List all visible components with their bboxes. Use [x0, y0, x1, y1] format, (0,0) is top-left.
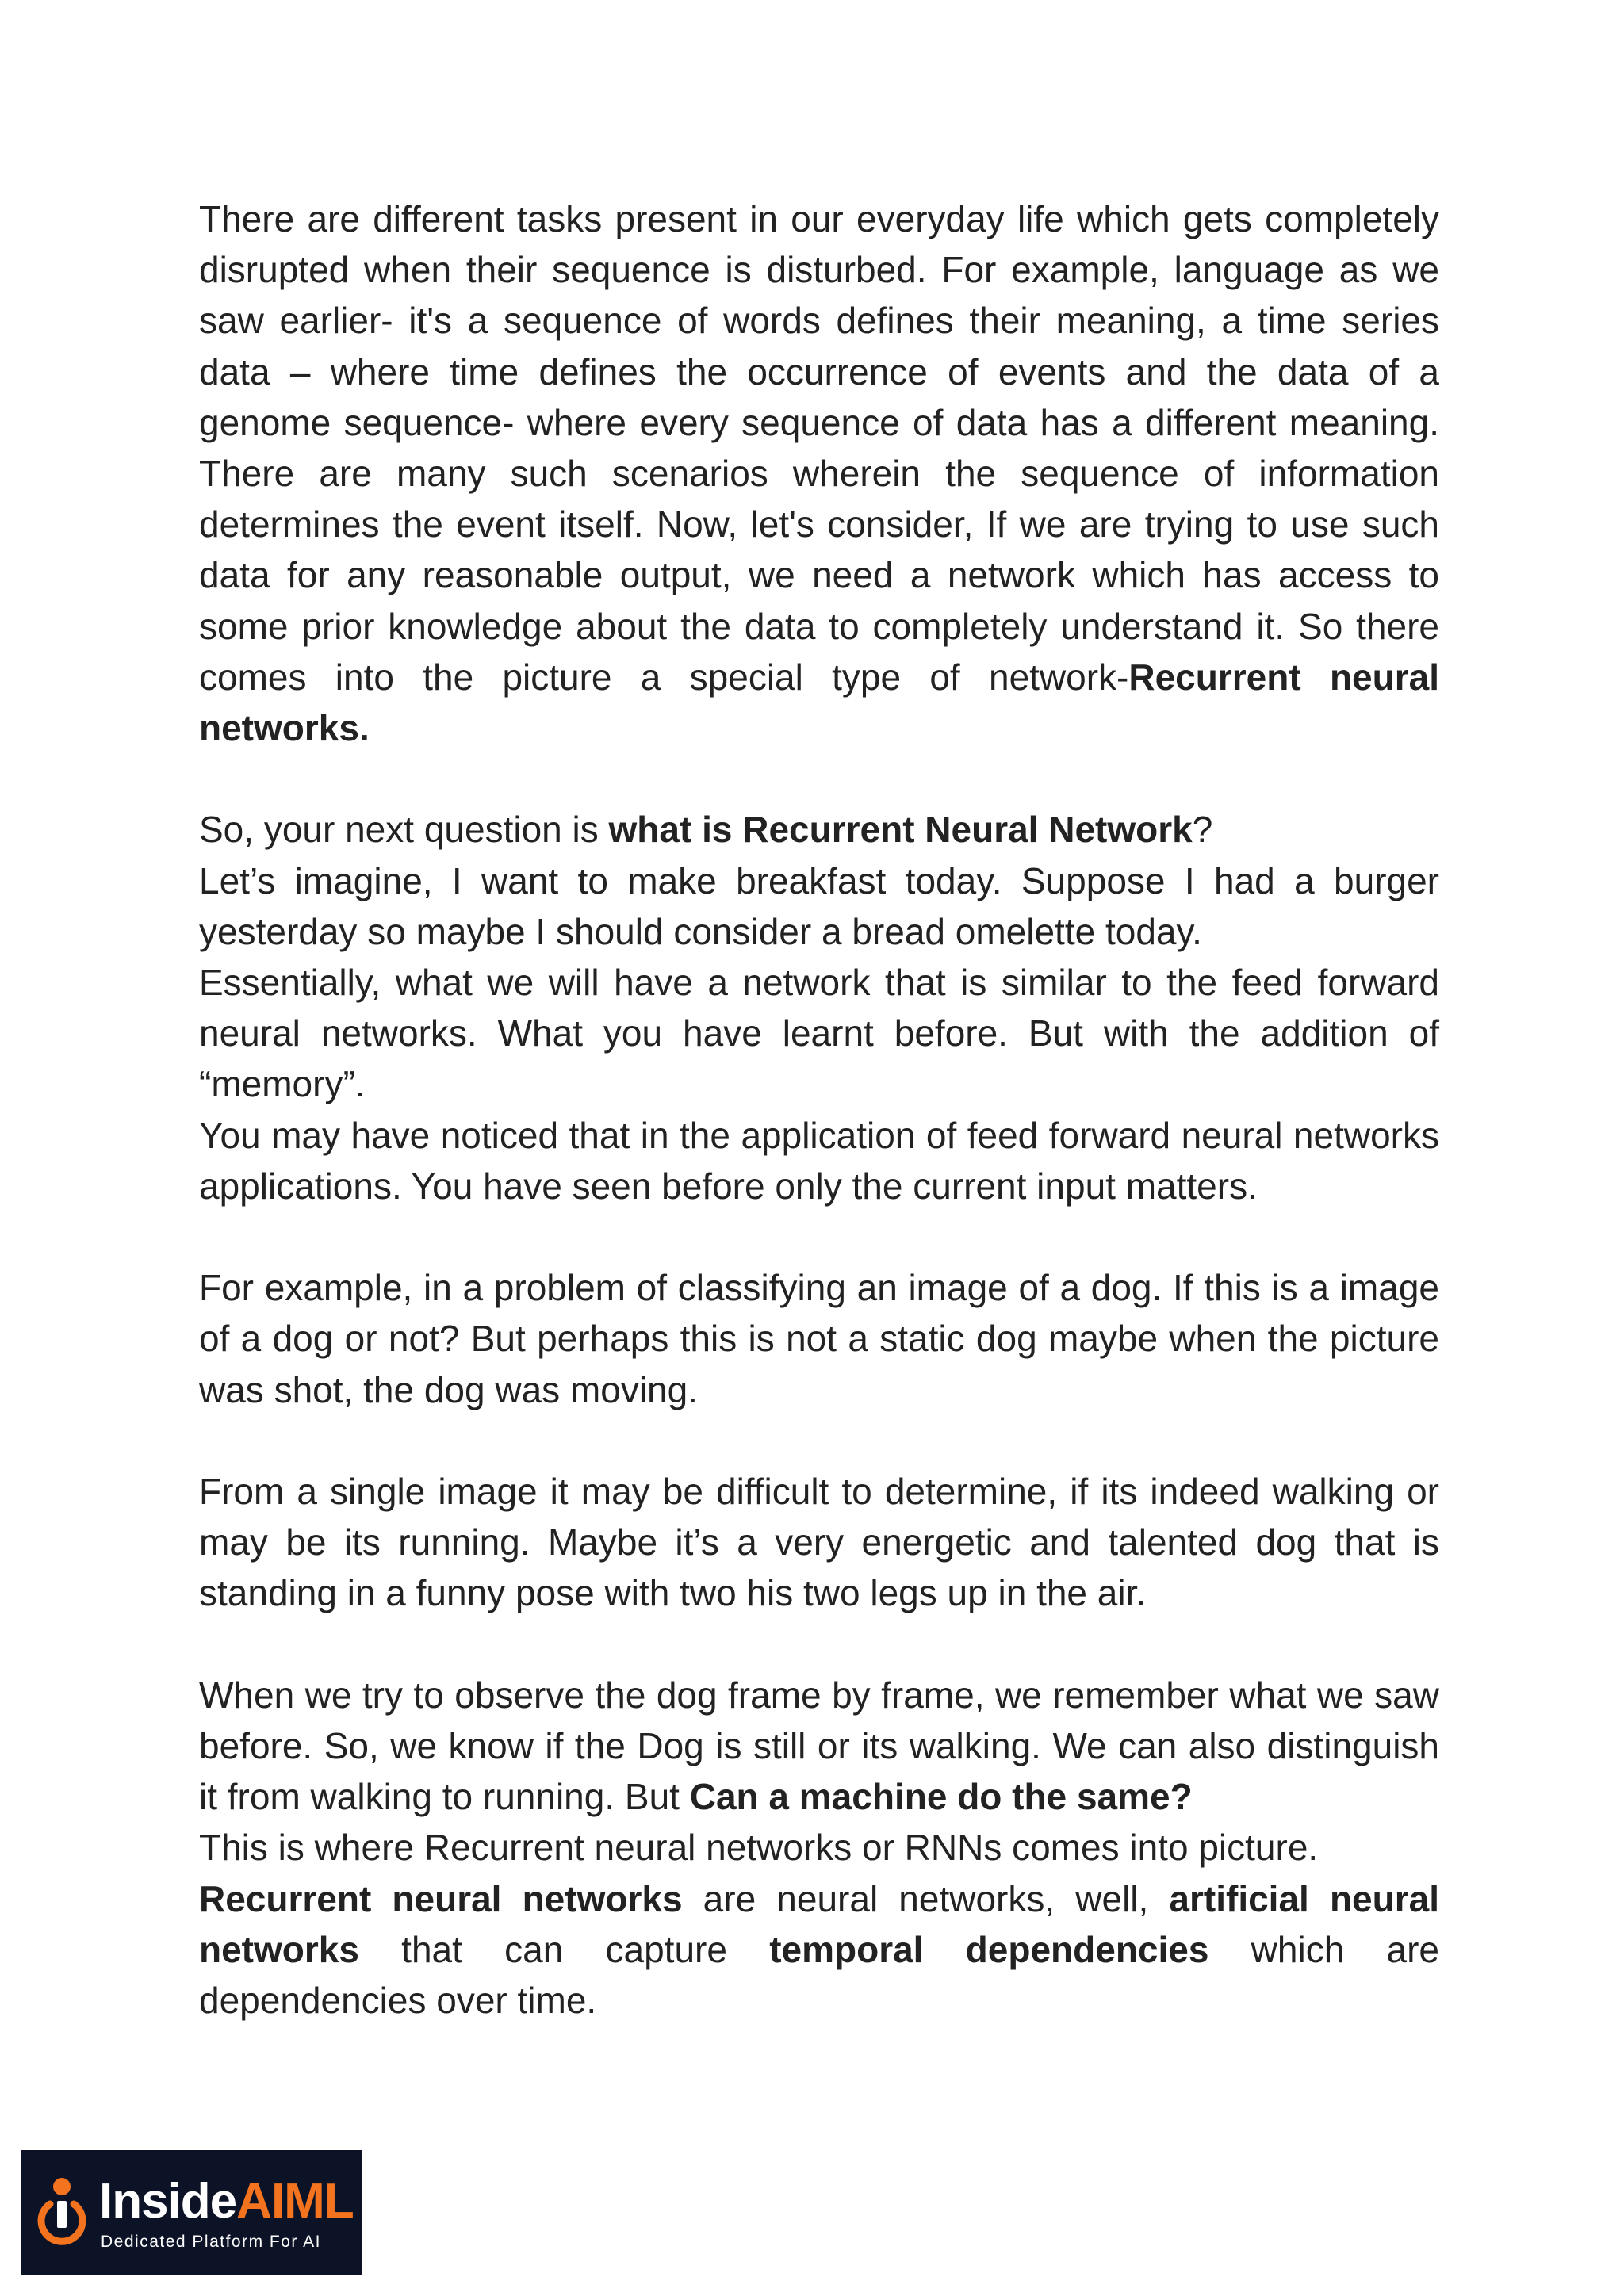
logo-wordmark [99, 2174, 354, 2229]
bold-term: Recurrent neural networks. [199, 656, 1439, 749]
logo-word-inside: Inside [99, 2174, 237, 2229]
paragraph-text: When we try to observe the dog frame by frame, we remember what we saw before. So, we know if the Dog is still or its walking. We can also distinguish it from walking to running. But [199, 1674, 1439, 1818]
paragraph-sequence-intro [199, 193, 1439, 753]
paragraph-text: So, your next question is [199, 809, 609, 851]
power-i-logo-icon [33, 2177, 91, 2245]
paragraph-text: are neural networks, well, [682, 1877, 1170, 1919]
paragraph-text: From a single image it may be difficult to determine, if its indeed walking or may be its running. Maybe it’s a very energetic and talented dog that is standing in a funny pose with two his two legs up in the air. [199, 1471, 1439, 1614]
paragraph-spacer [199, 753, 1439, 804]
paragraph-breakfast-example [199, 855, 1439, 957]
bold-term: artificial neural networks [199, 1877, 1440, 1970]
paragraph-spacer [199, 1415, 1439, 1466]
logo-word-aiml: AIML [236, 2174, 354, 2229]
paragraph-text: This is where Recurrent neural networks or RNNs comes into picture. [199, 1827, 1319, 1869]
paragraph-text: Let’s imagine, I want to make breakfast today. Suppose I had a burger yesterday so maybe I should consider a bread omelette today. [199, 859, 1439, 952]
bold-term: Can a machine do the same? [689, 1776, 1193, 1818]
paragraph-text: ? [1192, 809, 1213, 851]
paragraph-frame-by-frame [199, 1670, 1439, 1823]
paragraph-spacer [199, 1211, 1439, 1262]
paragraph-text: You may have noticed that in the application of feed forward neural networks applications. You have seen before only the current input matters. [199, 1114, 1439, 1207]
paragraph-text: There are different tasks present in our everyday life which gets completely disrupted when their sequence is disturbed. For example, language as we saw earlier- it's a sequence of words defines their meaning, a time series data – where time defines the occurrence of events and the data of a genome sequence- where every sequence of data has a different meaning. There are many such scenarios wherein the sequence of information determines the event itself. Now, let's consider, If we are trying to use such data for any reasonable output, we need a network which has access to some prior knowledge about the data to completely understand it. So there comes into the picture a special type of network- [199, 198, 1439, 698]
bold-term: Recurrent neural networks [199, 1877, 683, 1919]
paragraph-question [199, 804, 1439, 855]
bold-term: what is Recurrent Neural Network [608, 809, 1193, 851]
paragraph-single-image [199, 1466, 1439, 1619]
logo-tagline: Dedicated Platform For AI [101, 2233, 321, 2251]
paragraph-spacer [199, 1619, 1439, 1670]
paragraph-text: For example, in a problem of classifying an image of a dog. If this is a image of a dog or not? But perhaps this is not a static dog maybe when the picture was shot, the dog was moving. [199, 1267, 1439, 1410]
paragraph-rnn-intro [199, 1822, 1439, 1873]
bold-term: temporal dependencies [769, 1928, 1209, 1970]
paragraph-memory [199, 957, 1439, 1110]
paragraph-text: which are dependencies over time. [199, 1928, 1439, 2022]
paragraph-feed-forward [199, 1110, 1439, 1211]
paragraph-dog-example [199, 1262, 1439, 1415]
insideaiml-logo [21, 2150, 362, 2275]
document-body [199, 193, 1439, 2026]
paragraph-rnn-definition [199, 1873, 1439, 2026]
paragraph-text: that can capture [358, 1928, 770, 1970]
paragraph-text: Essentially, what we will have a network that is similar to the feed forward neural networks. What you have learnt before. But with the addition of “memory”. [199, 962, 1439, 1105]
